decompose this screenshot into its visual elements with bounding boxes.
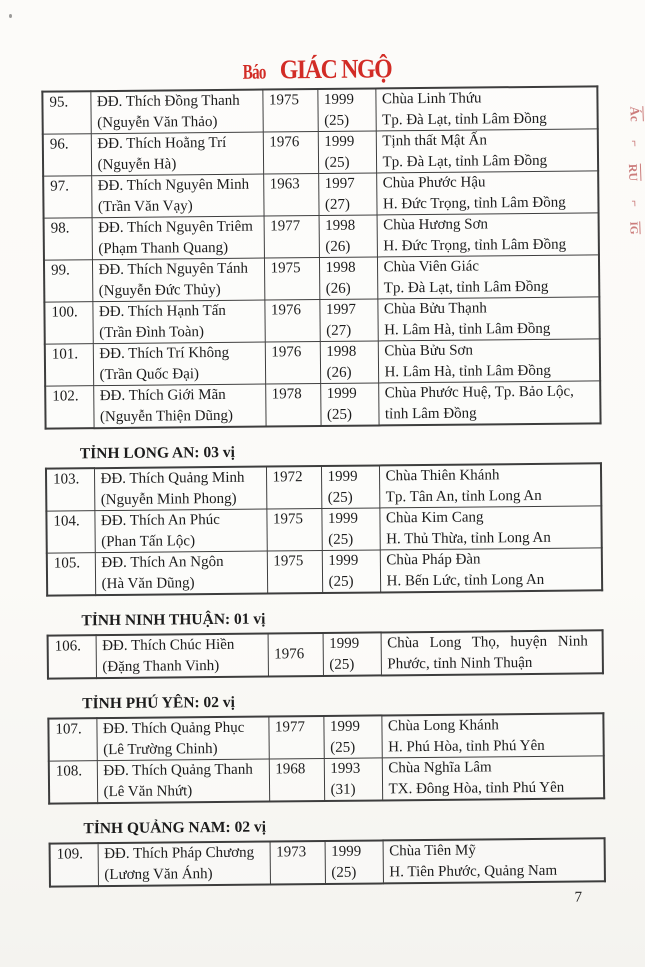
temple-location: H. Lâm Hà, tỉnh Lâm Đồng <box>384 362 551 380</box>
temple-name: Chùa Pháp Đàn <box>386 551 481 569</box>
ordination-year: 1997 <box>325 301 357 318</box>
row-number: 104. <box>46 511 94 553</box>
monk-name-cell <box>92 258 264 302</box>
dharma-name: ĐĐ. Thích An Phúc <box>100 511 220 530</box>
province-section <box>41 85 644 430</box>
temple-location: H. Đức Trọng, tỉnh Lâm Đồng <box>383 236 567 254</box>
province-header: TỈNH NINH THUẬN: 01 vị <box>81 610 266 630</box>
ordination-age: (26) <box>325 280 351 297</box>
temple-cell <box>375 86 597 131</box>
row-number: 98. <box>44 218 92 260</box>
table-row <box>46 463 601 511</box>
ordination-year: 1998 <box>325 259 356 276</box>
temple-name: Chùa Long Khánh <box>387 717 499 735</box>
temple-cell <box>377 297 599 341</box>
ordination-year: 1998 <box>326 343 357 360</box>
monk-name-cell <box>93 384 265 428</box>
roster-table <box>47 629 604 679</box>
monk-name-cell <box>98 842 270 887</box>
birth-name: (Nguyễn Văn Thảo) <box>97 113 218 131</box>
temple-cell <box>381 630 603 675</box>
ordination-age: (25) <box>331 864 357 881</box>
table-row <box>44 297 599 344</box>
ordination-cell <box>322 550 380 593</box>
birth-year-cell: 1968 <box>269 758 324 801</box>
temple-name: Chùa Kim Cang <box>385 509 484 527</box>
dharma-name: ĐĐ. Thích Pháp Chương <box>104 844 255 863</box>
table-row <box>43 171 598 218</box>
temple-name: Tịnh thất Mật Ấn <box>382 132 487 150</box>
temple-cell <box>382 756 604 801</box>
monk-name-cell <box>94 467 266 511</box>
birth-name: (Lê Văn Nhứt) <box>103 782 193 800</box>
ordination-age: (26) <box>326 364 352 381</box>
temple-location: H. Lâm Hà, tỉnh Lâm Đồng <box>384 320 551 338</box>
birth-name: (Trần Quốc Đại) <box>99 365 200 383</box>
birth-year-cell: 1976 <box>268 633 323 677</box>
temple-cell <box>380 548 602 593</box>
roster-table <box>45 462 603 596</box>
birth-year-cell: 1975 <box>264 258 319 301</box>
dharma-name: ĐĐ. Thích Nguyên Triêm <box>98 218 253 237</box>
birth-name: (Nguyễn Hà) <box>97 155 177 173</box>
temple-location: Tp. Đà Lạt, tỉnh Lâm Đồng <box>382 110 547 128</box>
ordination-age: (27) <box>326 322 352 339</box>
ordination-year: 1999 <box>326 385 357 402</box>
birth-name: (Nguyễn Minh Phong) <box>100 490 237 508</box>
row-number: 97. <box>43 176 91 218</box>
temple-name: Chùa Viên Giác <box>383 258 480 276</box>
temple-cell <box>377 255 599 299</box>
row-number: 102. <box>45 386 93 429</box>
temple-cell <box>383 838 605 883</box>
ordination-cell <box>318 131 376 174</box>
row-number: 99. <box>44 260 92 302</box>
table-row <box>50 838 605 886</box>
ordination-age: (25) <box>326 406 353 423</box>
ordination-cell <box>325 840 383 884</box>
roster-table <box>47 712 605 804</box>
birth-name: (Nguyễn Đức Thủy) <box>98 281 221 299</box>
ordination-cell <box>317 88 375 131</box>
table-row <box>45 339 600 386</box>
birth-name: (Phan Tấn Lộc) <box>101 532 196 550</box>
ordination-cell <box>318 173 376 216</box>
ordination-year: 1999 <box>324 133 355 150</box>
temple-name: Chùa Bửu Sơn <box>384 342 474 360</box>
temple-name: Chùa Thiên Khánh <box>385 467 500 485</box>
ordination-cell <box>320 341 378 384</box>
temple-name: Chùa Bửu Thạnh <box>383 300 487 318</box>
province-section <box>46 606 645 680</box>
ordination-year: 1997 <box>324 175 355 192</box>
table-row <box>45 381 600 429</box>
temple-location: Tp. Đà Lạt, tỉnh Lâm Đồng <box>382 152 548 170</box>
dharma-name: ĐĐ. Thích Đồng Thanh <box>96 92 240 111</box>
temple-cell <box>381 713 603 758</box>
ordination-cell <box>319 299 377 342</box>
dharma-name: ĐĐ. Thích Nguyên Tánh <box>98 260 249 279</box>
temple-location: Tp. Đà Lạt, tỉnh Lâm Đồng <box>383 278 549 296</box>
table-row <box>49 756 604 804</box>
monk-name-cell <box>95 551 267 595</box>
temple-location: H. Thủ Thừa, tỉnh Long An <box>386 529 551 547</box>
ordination-year: 1999 <box>331 843 362 860</box>
ordination-year: 1999 <box>327 468 358 485</box>
temple-location: Phước, tỉnh Ninh Thuận <box>387 654 533 672</box>
ordination-year: 1999 <box>323 91 355 108</box>
dharma-name: ĐĐ. Thích Quảng Minh <box>100 469 245 488</box>
roster-body <box>42 86 600 428</box>
birth-year-cell: 1978 <box>265 384 320 427</box>
birth-name: (Lê Trường Chinh) <box>103 740 218 758</box>
row-number: 105. <box>47 553 95 596</box>
dharma-name: ĐĐ. Thích Quảng Thanh <box>103 761 253 780</box>
ordination-cell <box>323 715 381 758</box>
temple-cell <box>376 129 598 173</box>
row-number: 106. <box>48 635 96 678</box>
table-row <box>44 255 599 302</box>
birth-name: (Lương Văn Ánh) <box>104 865 213 883</box>
birth-year-cell: 1976 <box>265 342 320 385</box>
table-row <box>42 86 597 134</box>
row-number: 100. <box>44 302 92 344</box>
temple-cell <box>378 381 600 426</box>
monk-name-cell <box>91 132 263 176</box>
roster-body <box>48 713 604 803</box>
ordination-cell <box>321 465 379 508</box>
temple-name: Chùa Long Thọ, huyện Ninh <box>387 633 588 652</box>
ordination-age: (25) <box>328 531 354 548</box>
monk-name-cell <box>94 509 266 553</box>
ordination-cell <box>321 508 379 551</box>
dharma-name: ĐĐ. Thích Hạnh Tấn <box>98 302 226 321</box>
masthead-title: GIÁC NGỘ <box>279 53 392 85</box>
monk-name-cell <box>93 342 265 386</box>
ordination-year: 1998 <box>325 217 356 234</box>
temple-location: H. Đức Trọng, tỉnh Lâm Đồng <box>382 194 566 212</box>
dharma-name: ĐĐ. Thích Chúc Hiền <box>102 636 235 655</box>
monk-name-cell <box>96 634 268 679</box>
red-print-through-fragment: ⌐ <box>627 139 643 148</box>
ordination-year: 1999 <box>329 718 361 735</box>
temple-name: Chùa Phước Hậu <box>382 174 486 192</box>
temple-location: TX. Đông Hòa, tỉnh Phú Yên <box>388 779 565 797</box>
birth-year-cell: 1972 <box>266 466 321 509</box>
table-row <box>44 213 599 260</box>
roster-table <box>41 85 601 429</box>
birth-year-cell: 1973 <box>270 841 325 885</box>
birth-name: (Nguyễn Thiện Dũng) <box>99 407 234 425</box>
ordination-cell <box>319 257 377 300</box>
temple-name: Chùa Phước Huệ, Tp. Bảo Lộc, <box>384 383 574 402</box>
birth-year-cell: 1975 <box>266 509 321 552</box>
temple-name: Chùa Linh Thứu <box>381 90 482 108</box>
row-number: 96. <box>43 134 91 176</box>
row-number: 95. <box>42 91 90 134</box>
row-number: 107. <box>48 718 96 761</box>
temple-cell <box>379 506 601 550</box>
temple-location: H. Bến Lức, tỉnh Long An <box>386 571 545 589</box>
birth-year-cell: 1963 <box>263 174 318 217</box>
ordination-age: (25) <box>327 489 353 506</box>
dharma-name: ĐĐ. Thích Hoằng Trí <box>97 134 227 153</box>
roster-body <box>48 630 603 678</box>
roster-table <box>49 837 606 887</box>
birth-year-cell: 1975 <box>262 89 317 132</box>
temple-cell <box>379 463 601 508</box>
province-section <box>48 814 645 888</box>
ordination-age: (25) <box>328 573 354 590</box>
roster-body <box>46 463 602 595</box>
ordination-year: 1999 <box>328 552 359 569</box>
temple-location: Tp. Tân An, tỉnh Long An <box>385 487 542 505</box>
temple-cell <box>377 213 599 257</box>
temple-cell <box>378 339 600 383</box>
ordination-age: (25) <box>324 154 350 171</box>
birth-name: (Trần Văn Vạy) <box>97 197 193 215</box>
red-print-through-fragment: ⌐ <box>627 199 643 208</box>
table-row <box>48 713 603 761</box>
masthead-prefix: Báo <box>242 59 266 84</box>
ordination-age: (27) <box>324 196 351 213</box>
birth-year-cell: 1977 <box>268 716 323 759</box>
ordination-year: 1999 <box>329 635 360 652</box>
ordination-age: (25) <box>329 656 355 673</box>
ordination-cell <box>319 215 377 258</box>
birth-name: (Trần Đình Toàn) <box>99 323 205 341</box>
red-print-through-fragment: $\overline{IG}$ <box>627 221 640 235</box>
row-number: 101. <box>45 344 93 386</box>
table-row <box>43 129 598 176</box>
province-header: TỈNH QUẢNG NAM: 02 vị <box>83 818 267 838</box>
province-section <box>45 439 645 597</box>
table-row <box>48 630 603 678</box>
birth-year-cell: 1975 <box>267 551 322 594</box>
province-header: TỈNH LONG AN: 03 vị <box>79 443 235 463</box>
birth-year-cell: 1976 <box>264 300 319 343</box>
birth-name: (Phạm Thanh Quang) <box>98 239 229 257</box>
province-header: TỈNH PHÚ YÊN: 02 vị <box>82 693 236 713</box>
dharma-name: ĐĐ. Thích Giới Mãn <box>99 386 226 405</box>
ordination-age: (25) <box>324 112 350 129</box>
monk-name-cell <box>91 174 263 218</box>
birth-year-cell: 1977 <box>264 216 319 259</box>
ordination-cell <box>320 383 378 426</box>
birth-year-cell: 1976 <box>263 132 318 175</box>
ordination-age: (25) <box>330 739 356 756</box>
province-section <box>47 689 645 805</box>
row-number: 109. <box>50 843 98 886</box>
dharma-name: ĐĐ. Thích Trí Không <box>99 344 230 363</box>
red-print-through-fragment: $\overline{RU}$ <box>625 163 641 182</box>
temple-location: tỉnh Lâm Đồng <box>384 405 477 422</box>
temple-cell <box>376 171 598 215</box>
birth-name: (Hà Văn Dũng) <box>101 574 195 592</box>
monk-name-cell <box>92 300 264 344</box>
dharma-name: ĐĐ. Thích Quảng Phục <box>102 719 245 738</box>
dharma-name: ĐĐ. Thích An Ngôn <box>101 553 224 572</box>
temple-location: H. Phú Hòa, tỉnh Phú Yên <box>388 737 545 755</box>
temple-name: Chùa Nghĩa Lâm <box>388 759 492 777</box>
temple-location: H. Tiên Phước, Quảng Nam <box>389 862 558 880</box>
monk-name-cell <box>96 717 268 761</box>
ordination-year: 1993 <box>330 760 361 777</box>
monk-name-cell <box>90 90 262 134</box>
ordination-age: (31) <box>330 781 356 798</box>
red-print-through-fragment: $\overline{Ác}$ <box>627 106 643 122</box>
ordination-cell <box>324 758 382 801</box>
ordination-age: (26) <box>325 238 351 255</box>
birth-name: (Đặng Thanh Vinh) <box>102 657 220 675</box>
page-number: 7 <box>574 889 583 906</box>
newspaper-masthead <box>0 51 641 88</box>
dharma-name: ĐĐ. Thích Nguyên Minh <box>97 176 250 195</box>
ordination-cell <box>323 632 381 676</box>
temple-name: Chùa Hương Sơn <box>383 216 489 234</box>
temple-name: Chùa Tiên Mỹ <box>389 842 476 860</box>
roster-body <box>50 838 605 886</box>
table-row <box>46 506 601 553</box>
ordination-year: 1999 <box>327 510 359 527</box>
print-through-artifacts <box>611 0 645 400</box>
row-number: 103. <box>46 468 94 511</box>
row-number: 108. <box>49 761 97 804</box>
monk-name-cell <box>97 759 269 803</box>
table-row <box>47 548 602 596</box>
monk-name-cell <box>92 216 264 260</box>
